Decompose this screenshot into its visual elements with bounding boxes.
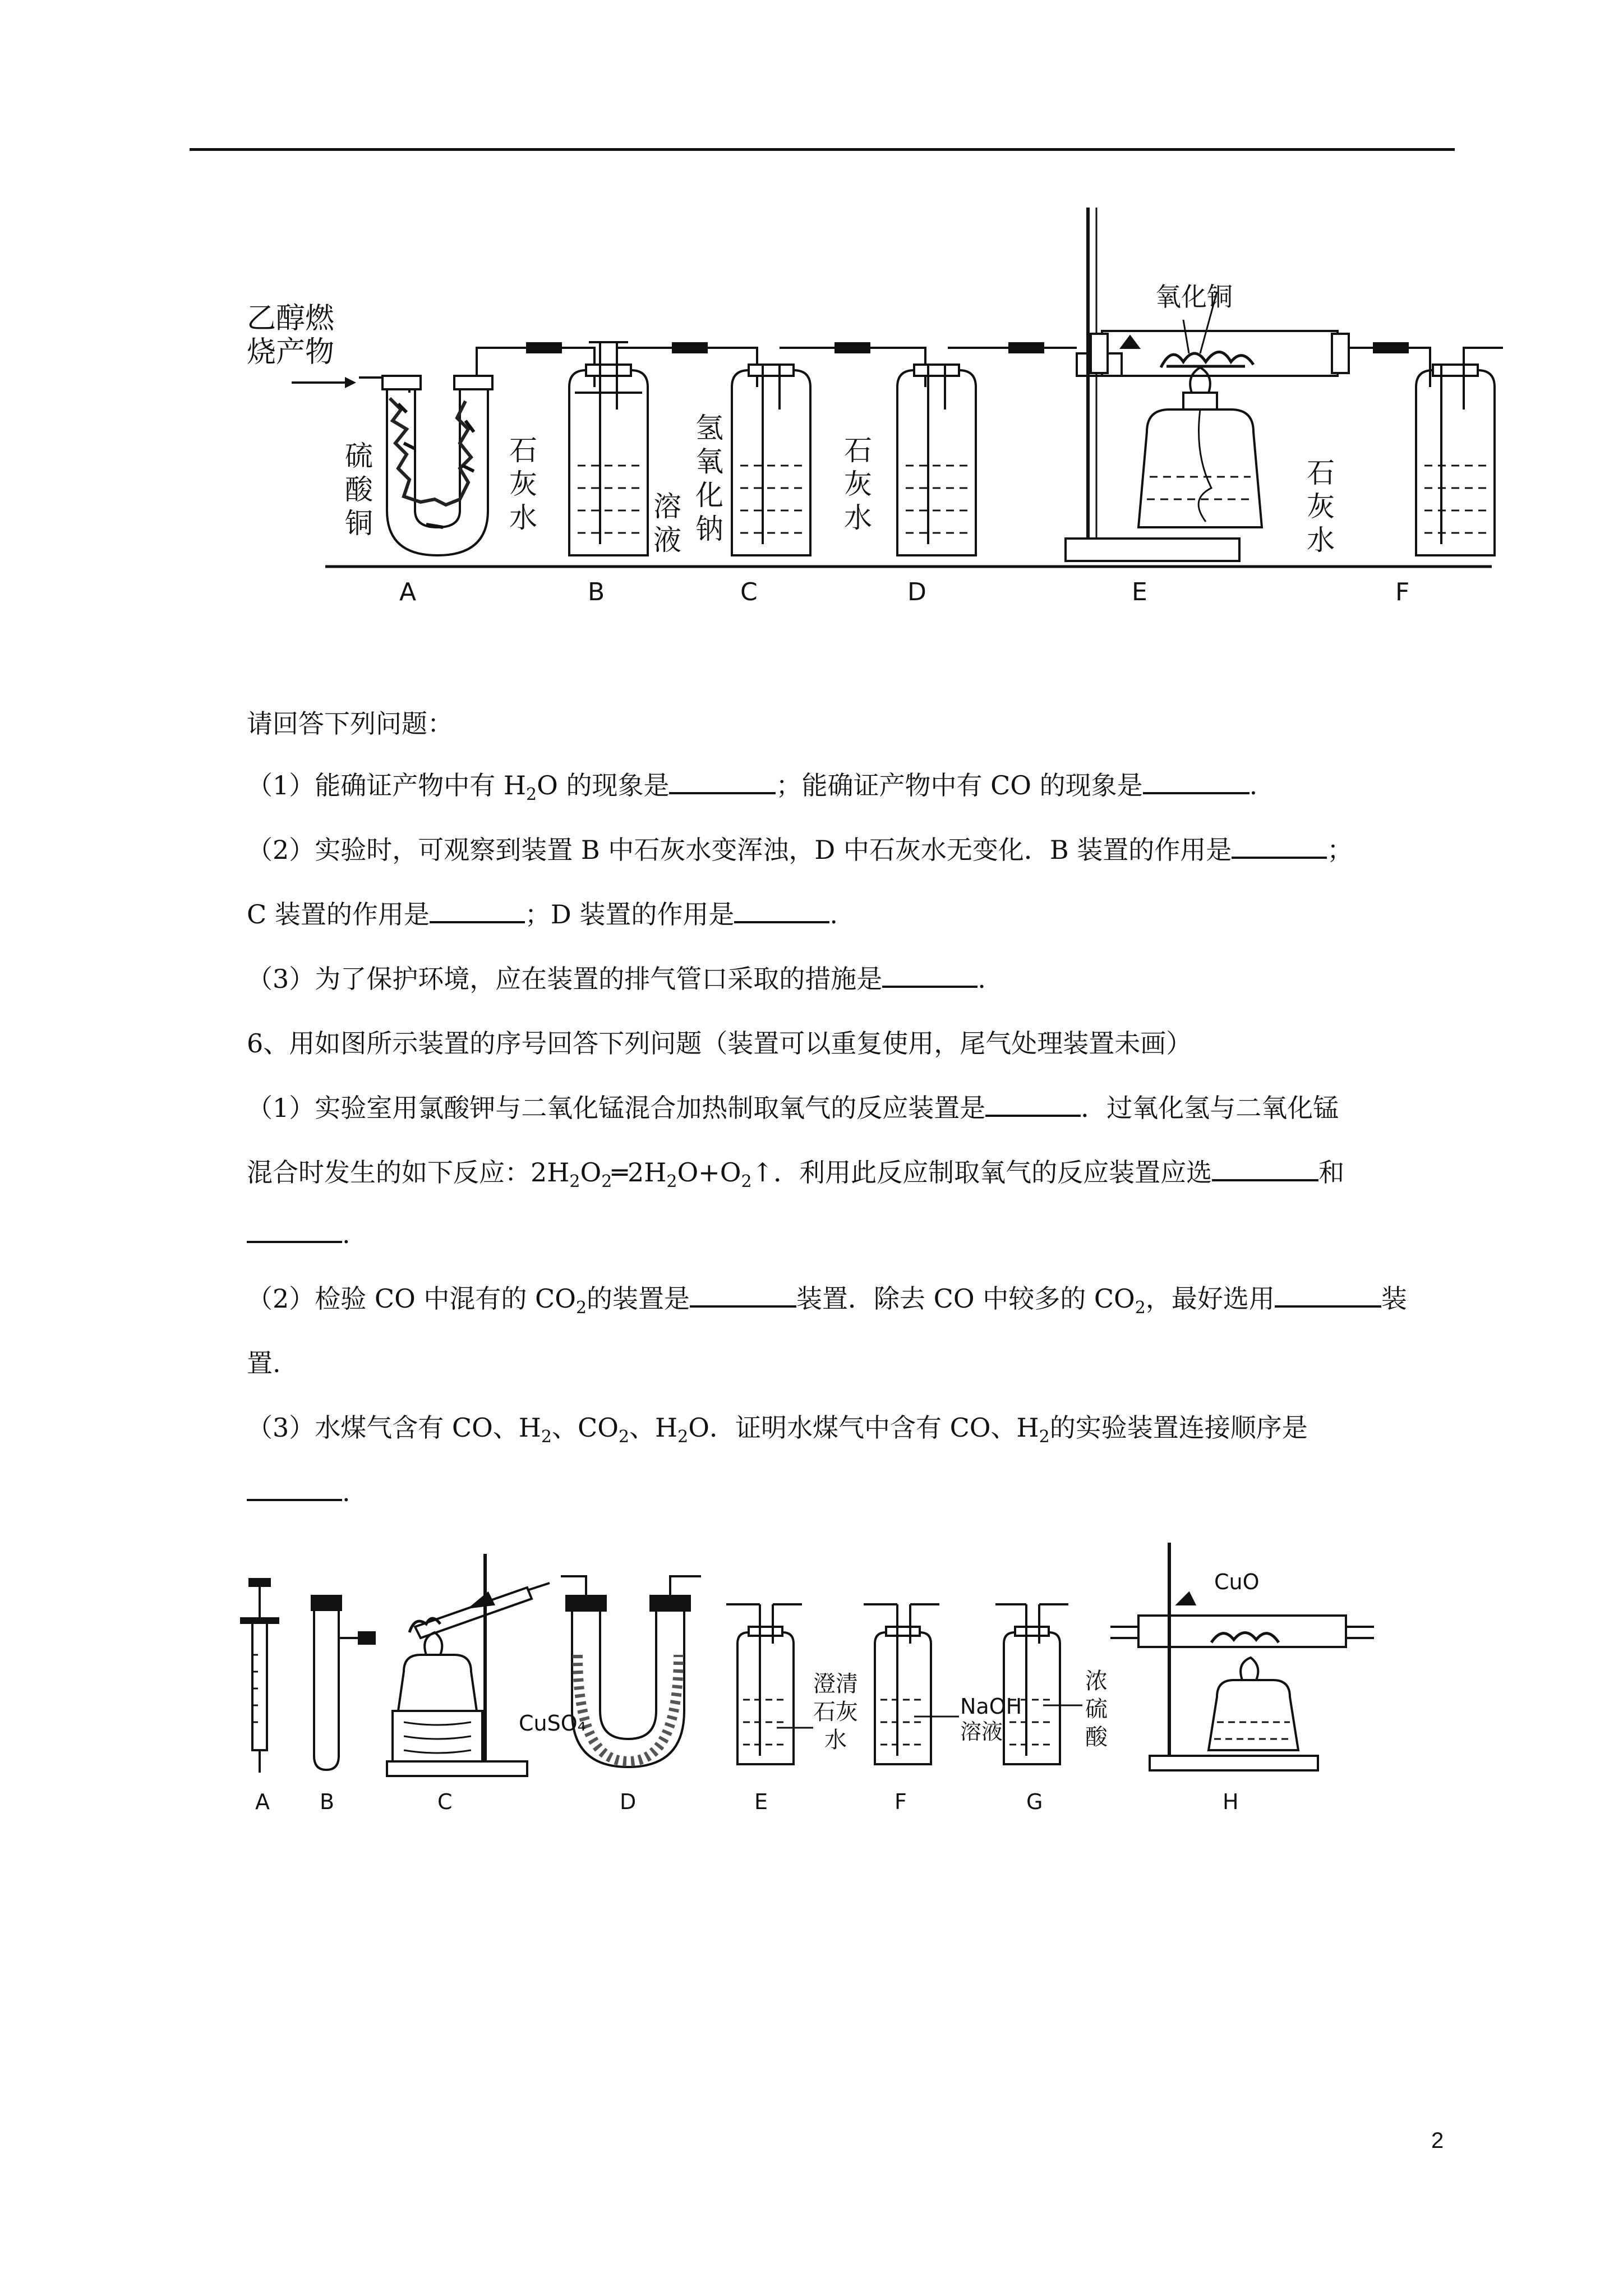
q5-part2: （2）实验时，可观察到装置 B 中石灰水变浑浊，D 中石灰水无变化．B 装置的作用是 ； [247, 833, 1353, 867]
apparatus-figure-2 [236, 1543, 1402, 1823]
clamp-screw-icon [471, 1593, 494, 1607]
label-F-1: NaOH [960, 1694, 1022, 1719]
test-tube-B [312, 1596, 375, 1770]
header-rule [190, 148, 1455, 151]
label-C1-1: 溶 [653, 490, 681, 523]
fig1-letter-E: E [1132, 578, 1147, 606]
q6-part1: （1）实验室用氯酸钾与二氧化锰混合加热制取氧气的反应装置是 ．过氧化氢与二氧化锰 [247, 1091, 1339, 1125]
fig2-letter-A: A [255, 1789, 270, 1814]
fig1-letter-D: D [907, 578, 926, 606]
q5-part2-cont: C 装置的作用是 ；D 装置的作用是 . [247, 898, 838, 931]
bottle-G [995, 1604, 1082, 1764]
rubber-joint [527, 343, 561, 352]
fig2-letter-B: B [320, 1789, 335, 1814]
apparatus-figure-1 [236, 208, 1514, 634]
clamp-screw-icon [1122, 337, 1138, 348]
fig1-letter-F: F [1395, 578, 1410, 606]
cuso4-label: CuSO₄ [519, 1711, 586, 1736]
arrow-head-icon [345, 377, 356, 388]
label-D-1: 石 [844, 434, 872, 467]
fig2-letter-G: G [1026, 1789, 1043, 1814]
label-E-1: 澄清 [813, 1671, 858, 1697]
label-F-2: 灰 [1307, 490, 1335, 523]
label-B-3: 水 [509, 501, 537, 534]
fig1-letter-B: B [588, 578, 605, 606]
q6-part2-end: 置. [247, 1348, 281, 1378]
answer-blank[interactable] [985, 1091, 1081, 1117]
label-E-2: 石灰 [813, 1699, 858, 1725]
label-F-1: 石 [1307, 457, 1335, 489]
rubber-joint [1009, 343, 1043, 352]
label-C2-4: 钠 [695, 513, 723, 545]
q5-part3: （3）为了保护环境，应在装置的排气管口采取的措施是 . [247, 962, 986, 996]
bottle-B [569, 342, 648, 555]
label-G-1: 浓 [1085, 1668, 1108, 1694]
label-A-3: 铜 [345, 507, 373, 540]
q5-intro: 请回答下列问题： [247, 708, 453, 739]
answer-blank[interactable] [430, 898, 525, 923]
q6-title: 6、用如图所示装置的序号回答下列问题（装置可以重复使用，尾气处理装置未画） [247, 1028, 1192, 1059]
label-G-2: 硫 [1085, 1696, 1108, 1722]
label-C2-2: 氧 [695, 445, 723, 478]
label-F-3: 水 [1307, 524, 1335, 556]
alcohol-lamp [398, 1655, 477, 1711]
cuo-label-2: CuO [1214, 1570, 1260, 1594]
label-D-3: 水 [844, 501, 872, 534]
bottle-E [726, 1604, 813, 1764]
label-B-2: 灰 [509, 468, 537, 500]
q6-part1-end: . [247, 1217, 351, 1251]
bottle-C [732, 348, 810, 555]
label-B-1: 石 [509, 434, 537, 467]
inlet-label-2: 烧产物 [247, 335, 335, 369]
label-C2-1: 氢 [695, 412, 723, 444]
syringe-A [241, 1579, 278, 1773]
answer-blank[interactable] [734, 898, 829, 923]
fig2-letter-H: H [1223, 1789, 1239, 1814]
rubber-joint [1374, 343, 1408, 352]
fig2-letter-E: E [754, 1789, 768, 1814]
fig2-letter-D: D [620, 1789, 637, 1814]
answer-blank[interactable] [1232, 833, 1327, 859]
q5-part1: （1）能确证产物中有 $H_2O$ 的现象是 ；能确证产物中有 CO 的现象是 . [247, 769, 1257, 812]
answer-blank[interactable] [690, 1282, 796, 1308]
label-E-3: 水 [824, 1727, 847, 1753]
label-C1-2: 液 [653, 524, 681, 556]
answer-blank[interactable] [1212, 1156, 1318, 1181]
answer-blank[interactable] [882, 962, 978, 988]
u-tube-D [561, 1576, 701, 1767]
page-number: 2 [1431, 2128, 1444, 2153]
bottle-D [897, 348, 976, 555]
label-A-1: 硫 [345, 440, 373, 472]
answer-blank[interactable] [247, 1475, 342, 1501]
cuo-label: 氧化铜 [1155, 282, 1233, 312]
answer-blank[interactable] [669, 769, 776, 794]
fig2-letter-F: F [895, 1789, 907, 1814]
clamp-screw-icon [1178, 1593, 1195, 1604]
q6-part2: （2）检验 CO 中混有的 $CO_2$的装置是 装置．除去 CO 中较多的 $CO_2$，最好选用 装 [247, 1282, 1407, 1325]
rubber-joint [673, 343, 707, 352]
label-C2-3: 化 [695, 479, 723, 512]
q6-part3: （3）水煤气含有 CO、$H_2$、$CO_2$、$H_2O$．证明水煤气中含有 CO、$H_2$的实验装置连接顺序是 [247, 1412, 1308, 1447]
answer-blank[interactable] [1275, 1282, 1381, 1308]
inlet-label-1: 乙醇燃 [247, 302, 335, 335]
label-A-2: 酸 [345, 473, 373, 506]
q6-part3-end: . [247, 1475, 351, 1509]
label-G-3: 酸 [1085, 1724, 1108, 1750]
heating-setup-C [387, 1554, 550, 1776]
bottle-F [864, 1604, 959, 1764]
label-D-2: 灰 [844, 468, 872, 500]
answer-blank[interactable] [247, 1217, 342, 1243]
label-F-2: 溶液 [960, 1719, 1003, 1744]
q6-part1-cont: 混合时发生的如下反应：$2H_2O_2═2H_2O+O_2↑$．利用此反应制取氧气的反应装置应选 和 [247, 1156, 1344, 1199]
rubber-joint [836, 343, 869, 352]
answer-blank[interactable] [1143, 769, 1249, 794]
fig1-letter-A: A [399, 578, 417, 606]
fig2-letter-C: C [437, 1789, 453, 1814]
fig1-letter-C: C [740, 578, 758, 606]
